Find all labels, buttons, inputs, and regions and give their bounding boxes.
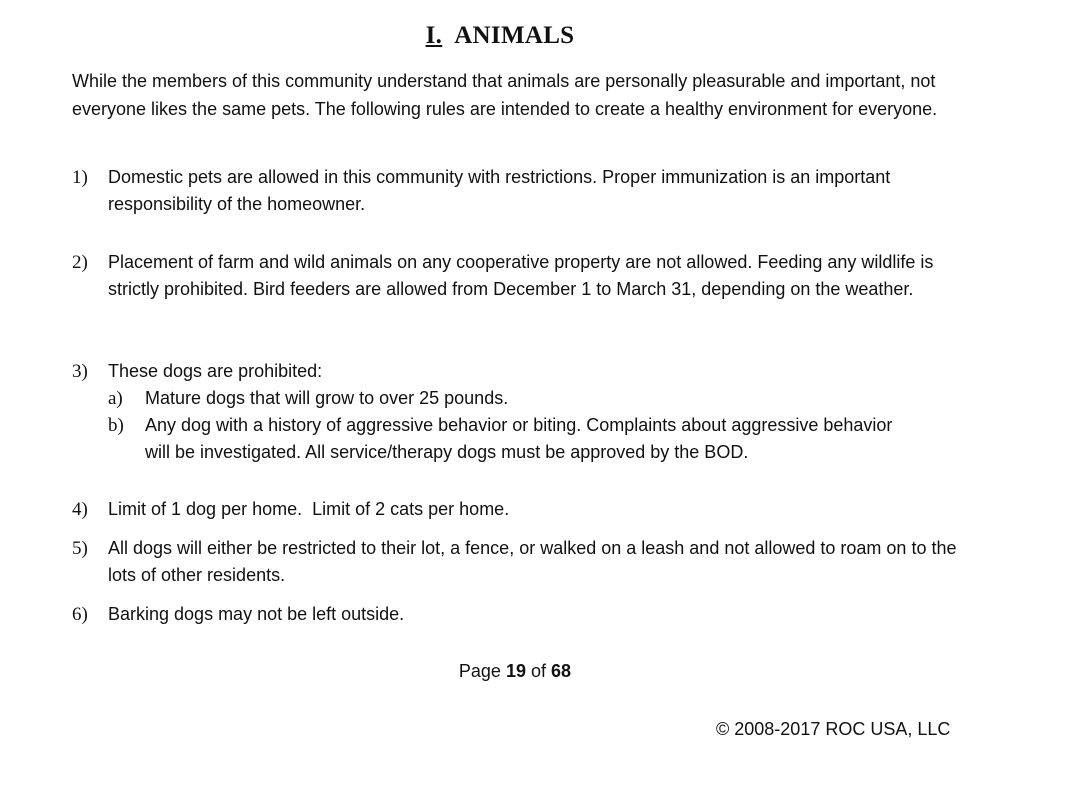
rule-text: Placement of farm and wild animals on any cooperative property are not allowed. Feeding any wildlife is strictly prohibited. Bird feeders are allowed from December 1 to March 31, depending on the weather. (108, 252, 934, 299)
sub-item-marker: a) (108, 388, 123, 409)
rule-text: Limit of 1 dog per home. Limit of 2 cats per home. (108, 499, 510, 519)
rule-text: All dogs will either be restricted to their lot, a fence, or walked on a leash and not allowed to roam on to the lots of other residents. (108, 538, 957, 585)
rule-item (72, 358, 972, 466)
rule-text: Barking dogs may not be left outside. (108, 604, 405, 624)
sub-item-text: Mature dogs that will grow to over 25 pounds. (145, 388, 509, 408)
rule-marker: 2) (72, 252, 88, 273)
section-title: ANIMALS (454, 22, 575, 49)
rule-text: These dogs are prohibited: (108, 361, 323, 381)
rule-marker: 1) (72, 167, 88, 188)
rule-text: Domestic pets are allowed in this community with restrictions. Proper immunization is an important responsibility of the homeowner. (108, 167, 891, 214)
rule-marker: 4) (72, 499, 88, 520)
total-pages: 68 (551, 661, 572, 681)
rule-item (72, 535, 972, 589)
rule-item (72, 249, 972, 303)
rule-item (72, 164, 972, 218)
of-word: of (531, 661, 547, 681)
sub-item (108, 385, 908, 412)
rule-marker: 3) (72, 361, 88, 382)
rule-item (72, 496, 972, 523)
page-word: Page (458, 661, 501, 681)
rule-marker: 6) (72, 604, 88, 625)
current-page: 19 (505, 661, 526, 681)
rule-item (72, 601, 972, 628)
intro-paragraph: While the members of this community understand that animals are personally pleasurable and important, not everyone likes the same pets. The following rules are intended to create a healthy environment for everyone. (72, 71, 938, 119)
sub-item-text: Any dog with a history of aggressive behavior or biting. Complaints about aggressive behavior will be investigated. All service/therapy dogs must be approved by the BOD. (145, 415, 893, 462)
page-number (0, 661, 1030, 682)
sub-item-marker: b) (108, 415, 124, 436)
section-heading (0, 22, 1000, 50)
section-number: I. (425, 22, 443, 49)
sub-item (108, 412, 908, 466)
rule-marker: 5) (72, 538, 88, 559)
copyright-notice: © 2008-2017 ROC USA, LLC (716, 719, 951, 739)
